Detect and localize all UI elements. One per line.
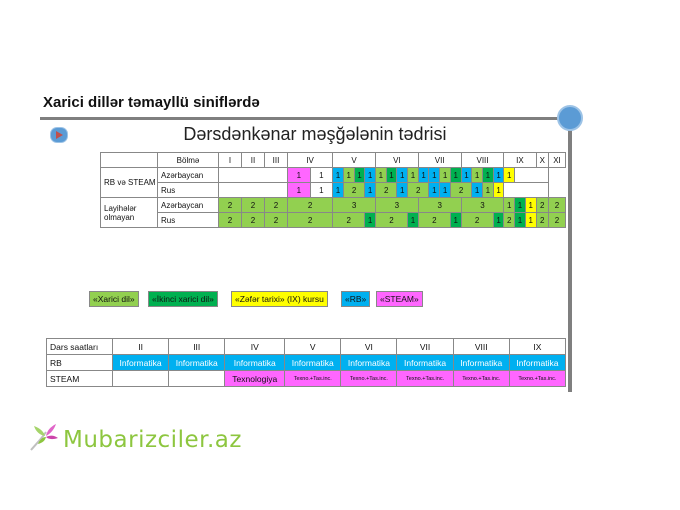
table-cell: 2 bbox=[450, 183, 471, 198]
lang-label: Azərbaycan bbox=[158, 168, 219, 183]
table-cell: 1 bbox=[333, 168, 344, 183]
table-cell: Informatika bbox=[225, 355, 285, 371]
table-cell: 2 bbox=[288, 213, 333, 228]
table-cell: Texnologiya bbox=[225, 371, 285, 387]
grade-header: VII bbox=[397, 339, 453, 355]
table-cell: 1 bbox=[288, 168, 311, 183]
table-cell: Informatika bbox=[113, 355, 169, 371]
table-row bbox=[101, 183, 566, 198]
grade-header: VIII bbox=[461, 153, 504, 168]
grade-header: VI bbox=[341, 339, 397, 355]
table-cell: 1 bbox=[343, 168, 354, 183]
table-cell bbox=[169, 371, 225, 387]
table-cell: 2 bbox=[504, 213, 515, 228]
row-label: RB bbox=[47, 355, 113, 371]
table-cell: 1 bbox=[483, 168, 494, 183]
table-cell: 1 bbox=[483, 183, 494, 198]
grade-header: XI bbox=[548, 153, 565, 168]
table-cell: 1 bbox=[354, 168, 365, 183]
table-row bbox=[47, 355, 566, 371]
table-cell: Informatika bbox=[169, 355, 225, 371]
table-header-row bbox=[101, 153, 566, 168]
table-cell: 2 bbox=[408, 183, 429, 198]
grade-header: VIII bbox=[453, 339, 509, 355]
table-cell: 2 bbox=[265, 198, 288, 213]
group-label: RB və STEAM bbox=[101, 168, 158, 198]
slide-title: Xarici dillər təmayllü siniflərdə bbox=[43, 94, 260, 111]
table-cell: 1 bbox=[525, 213, 536, 228]
row-label: STEAM bbox=[47, 371, 113, 387]
table-cell: 3 bbox=[418, 198, 461, 213]
hours-table bbox=[46, 338, 566, 387]
table-cell: Informatika bbox=[285, 355, 341, 371]
table-cell: 1 bbox=[515, 198, 526, 213]
table-cell: 2 bbox=[461, 213, 493, 228]
table-cell: 2 bbox=[548, 213, 565, 228]
table-cell: Informatika bbox=[397, 355, 453, 371]
table-cell: 1 bbox=[450, 213, 461, 228]
table-cell: 1 bbox=[515, 213, 526, 228]
table-row bbox=[101, 198, 566, 213]
table-cell bbox=[219, 183, 288, 198]
legend-rb: «RB» bbox=[341, 291, 370, 307]
table-cell: 1 bbox=[440, 183, 451, 198]
header-bolme: Bölmə bbox=[158, 153, 219, 168]
table-cell: 2 bbox=[333, 213, 365, 228]
grade-header: II bbox=[113, 339, 169, 355]
table-cell: 1 bbox=[365, 183, 376, 198]
grade-header: X bbox=[536, 153, 548, 168]
table-cell: 1 bbox=[472, 183, 483, 198]
table-cell: 1 bbox=[440, 168, 451, 183]
table-cell: 1 bbox=[493, 213, 504, 228]
table-cell: Texno.+Tas.inc. bbox=[453, 371, 509, 387]
table-cell: Texno.+Tas.inc. bbox=[285, 371, 341, 387]
table-cell bbox=[113, 371, 169, 387]
grade-header: IX bbox=[509, 339, 565, 355]
schedule-table bbox=[100, 152, 566, 228]
table-cell: 1 bbox=[493, 168, 504, 183]
table-cell bbox=[101, 153, 158, 168]
table-cell: 1 bbox=[397, 183, 408, 198]
lang-label: Rus bbox=[158, 183, 219, 198]
lang-label: Rus bbox=[158, 213, 219, 228]
table-header-row bbox=[47, 339, 566, 355]
grade-header: IV bbox=[225, 339, 285, 355]
table-row bbox=[101, 213, 566, 228]
table-cell: 1 bbox=[365, 168, 376, 183]
table-cell: 1 bbox=[333, 183, 344, 198]
table-cell: 1 bbox=[408, 168, 419, 183]
table-cell: Texno.+Tas.inc. bbox=[397, 371, 453, 387]
table-cell: 1 bbox=[472, 168, 483, 183]
table-cell: 1 bbox=[386, 168, 397, 183]
table-cell: 3 bbox=[333, 198, 376, 213]
brand-name: Mubarizciler.az bbox=[63, 427, 242, 453]
table-cell: 1 bbox=[397, 168, 408, 183]
slide-heading: Dərsdənkənar məşğələnin tədrisi bbox=[183, 124, 447, 144]
table-cell: 1 bbox=[493, 183, 504, 198]
table-cell: 1 bbox=[429, 183, 440, 198]
grade-header: V bbox=[333, 153, 376, 168]
circle-decoration bbox=[557, 105, 583, 131]
table-cell: 2 bbox=[242, 198, 265, 213]
brand-logo-icon bbox=[28, 422, 62, 457]
table-cell: 3 bbox=[375, 198, 418, 213]
table-cell: 2 bbox=[265, 213, 288, 228]
table-cell: 2 bbox=[548, 198, 565, 213]
header-dars-saatlari: Dars saatları bbox=[47, 339, 113, 355]
table-cell bbox=[219, 168, 288, 183]
grade-header: I bbox=[219, 153, 242, 168]
grade-header: VII bbox=[418, 153, 461, 168]
table-cell: 2 bbox=[536, 198, 548, 213]
table-cell: 1 bbox=[429, 168, 440, 183]
group-label: Layihələr olmayan bbox=[101, 198, 158, 228]
table-cell: 1 bbox=[461, 168, 472, 183]
table-cell: 1 bbox=[525, 198, 536, 213]
table-cell: 1 bbox=[310, 168, 333, 183]
table-cell: Texno.+Tas.inc. bbox=[509, 371, 565, 387]
table-cell bbox=[515, 168, 549, 183]
table-cell bbox=[504, 183, 549, 198]
table-cell: 1 bbox=[375, 168, 386, 183]
table-cell: 1 bbox=[408, 213, 419, 228]
table-cell: 2 bbox=[418, 213, 450, 228]
table-row bbox=[47, 371, 566, 387]
legend-xarici-dil: «Xarici dil» bbox=[89, 291, 139, 307]
table-cell: 1 bbox=[504, 168, 515, 183]
title-rule bbox=[40, 117, 560, 120]
legend-zefer-tarixi: «Zəfər tarixi» (IX) kursu bbox=[231, 291, 328, 307]
table-cell: 1 bbox=[450, 168, 461, 183]
table-cell: 1 bbox=[365, 213, 376, 228]
lang-label: Azərbaycan bbox=[158, 198, 219, 213]
table-cell: Informatika bbox=[509, 355, 565, 371]
grade-header: III bbox=[265, 153, 288, 168]
grade-header: V bbox=[285, 339, 341, 355]
table-cell: 1 bbox=[310, 183, 333, 198]
side-rule bbox=[568, 120, 572, 392]
grade-header: IX bbox=[504, 153, 536, 168]
table-cell: Informatika bbox=[341, 355, 397, 371]
table-cell: 1 bbox=[504, 198, 515, 213]
table-cell: 2 bbox=[343, 183, 364, 198]
play-arrow-icon[interactable] bbox=[50, 127, 68, 143]
grade-header: II bbox=[242, 153, 265, 168]
table-cell: 2 bbox=[288, 198, 333, 213]
table-cell: 1 bbox=[288, 183, 311, 198]
table-cell: Informatika bbox=[453, 355, 509, 371]
grade-header: III bbox=[169, 339, 225, 355]
table-cell: 3 bbox=[461, 198, 504, 213]
table-cell: 2 bbox=[242, 213, 265, 228]
table-cell: 2 bbox=[536, 213, 548, 228]
legend-ikinci-xarici-dil: «İkinci xarici dil» bbox=[148, 291, 218, 307]
table-cell: 2 bbox=[375, 183, 396, 198]
table-cell: 2 bbox=[219, 213, 242, 228]
table-cell: 2 bbox=[219, 198, 242, 213]
legend-steam: «STEAM» bbox=[376, 291, 423, 307]
table-cell: 1 bbox=[418, 168, 429, 183]
table-cell: Texno.+Tas.inc. bbox=[341, 371, 397, 387]
table-row bbox=[101, 168, 566, 183]
grade-header: IV bbox=[288, 153, 333, 168]
grade-header: VI bbox=[375, 153, 418, 168]
table-cell: 2 bbox=[375, 213, 407, 228]
